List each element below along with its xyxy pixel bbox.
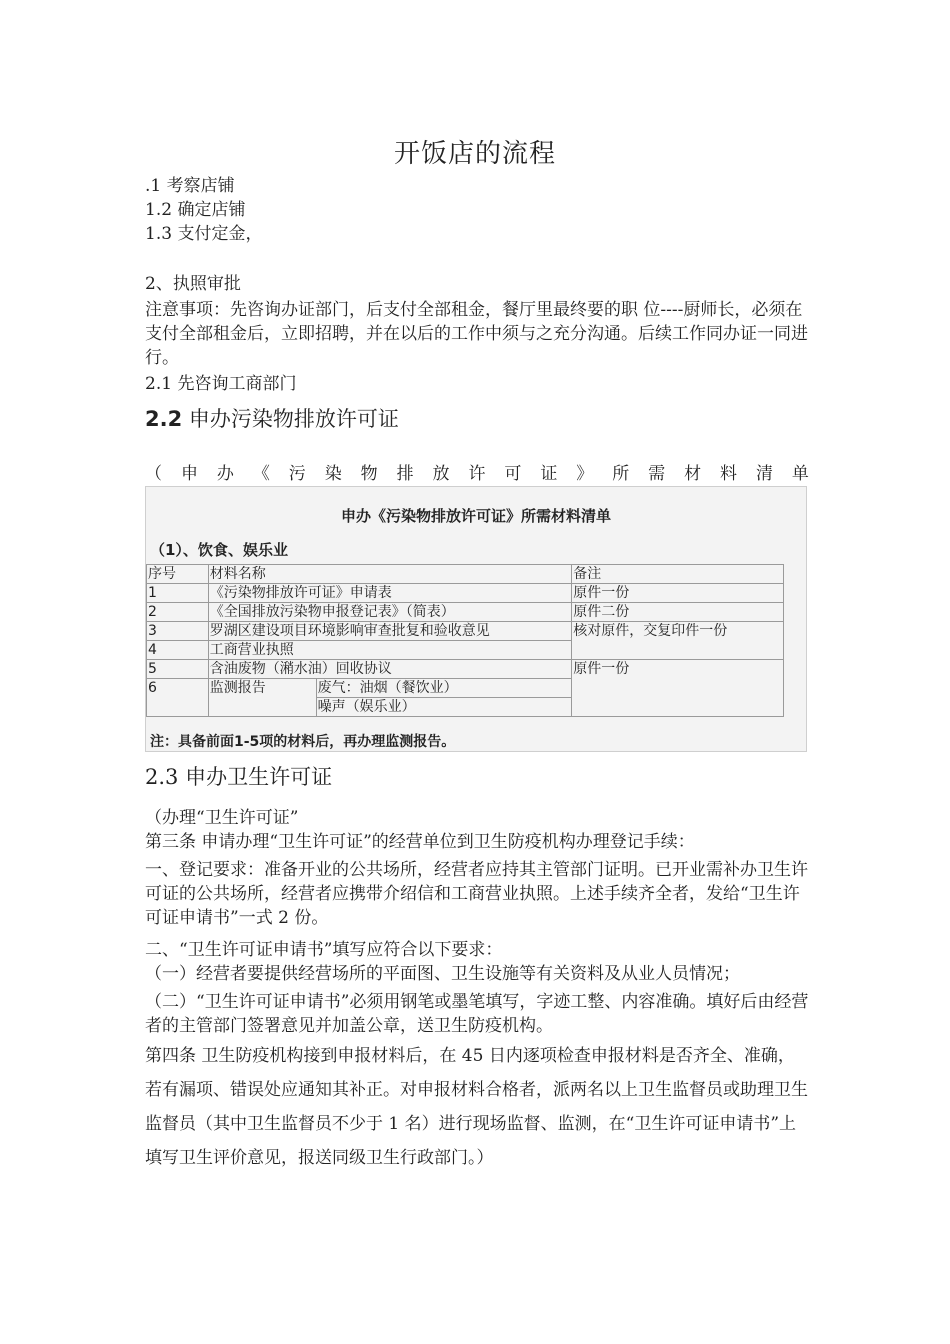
article-3-item-1: 一、登记要求：准备开业的公共场所，经营者应持其主管部门证明。已开业需补办卫生许可证的公共场所，经营者应携带介绍信和工商营业执照。上述手续齐全者，发给“卫生许可证申请书”一式 2 份。	[145, 860, 808, 928]
article-4: 第四条 卫生防疫机构接到申报材料后，在 45 日内逐项检查申报材料是否齐全、准确，若有漏项、错误处应通知其补正。对申报材料合格者，派两名以上卫生监督员或助理卫生监督员（其中卫生监督员不少于 1 名）进行现场监督、监测，在“卫生许可证申请书”上填写卫生评价意见，报送同级卫生行政部门。）	[145, 1046, 808, 1168]
section-2-2-title: 申办污染物排放许可证	[188, 407, 399, 431]
table-cell: 原件一份	[572, 584, 784, 603]
table-cell: 5	[147, 660, 209, 679]
section-2-heading: 2、执照审批	[145, 274, 241, 294]
spaced-char: 《	[252, 464, 270, 484]
spaced-char: 料	[720, 464, 737, 484]
section-2-3-heading: 2.3 申办卫生许可证	[145, 765, 333, 789]
table-cell: 罗湖区建设项目环境影响审查批复和验收意见	[208, 622, 572, 641]
spaced-char: 申	[180, 464, 198, 484]
spaced-char: 》	[576, 464, 594, 484]
section-2-2-number: 2.2	[145, 407, 183, 431]
table-cell: 监测报告	[208, 679, 316, 717]
spaced-char: 证	[540, 464, 558, 484]
spaced-char: 染	[324, 464, 342, 484]
table-cell: 《全国排放污染物申报登记表》（简表）	[208, 603, 572, 622]
material-table	[146, 564, 784, 717]
table-cell: 3	[147, 622, 209, 641]
header-cell: 备注	[572, 565, 784, 584]
table-row	[147, 660, 784, 679]
spaced-char: 所	[612, 464, 630, 484]
spaced-char: 污	[288, 464, 306, 484]
table-cell: 噪声（娱乐业）	[316, 698, 572, 717]
table-cell: 核对原件，交复印件一份	[572, 622, 784, 660]
spaced-char: 清	[755, 464, 773, 484]
table-header-row	[147, 565, 784, 584]
step-inspect-shop: .1 考察店铺	[145, 176, 235, 196]
table-row	[147, 584, 784, 603]
article-3-heading: 第三条 申请办理“卫生许可证”的经营单位到卫生防疫机构办理登记手续：	[145, 832, 695, 852]
article-3-item-2: 二、“卫生许可证申请书”填写应符合以下要求：	[145, 940, 503, 960]
table-cell: 6	[147, 679, 209, 717]
spaced-char: 需	[648, 464, 666, 484]
section-2-note: 注意事项：先咨询办证部门，后支付全部租金，餐厅里最终要的职 位----厨师长，必须在支付全部租金后，立即招聘，并在以后的工作中须与之充分沟通。后续工作同办证一同进行。	[145, 300, 808, 368]
article-3-item-2-2: （二）“卫生许可证申请书”必须用钢笔或墨笔填写，字迹工整、内容准确。填好后由经营者的主管部门签署意见并加盖公章，送卫生防疫机构。	[145, 992, 809, 1036]
table-cell: 原件一份	[572, 660, 784, 717]
step-confirm-shop: 1.2 确定店铺	[145, 200, 246, 220]
header-cell: 序号	[147, 565, 209, 584]
spaced-caption	[145, 459, 809, 484]
table-cell: 4	[147, 641, 209, 660]
table-cell: 原件二份	[572, 603, 784, 622]
section-2-1-heading: 2.1 先咨询工商部门	[145, 374, 297, 394]
document-title: 开饭店的流程	[393, 139, 556, 169]
spaced-char: 材	[684, 464, 702, 484]
header-cell: 材料名称	[208, 565, 572, 584]
material-table-title: 申办《污染物排放许可证》所需材料清单	[340, 507, 611, 525]
spaced-char: （	[145, 464, 162, 484]
section-2-3-intro: （办理“卫生许可证”	[145, 808, 299, 828]
table-cell: 1	[147, 584, 209, 603]
article-3-item-2-1: （一）经营者要提供经营场所的平面图、卫生设施等有关资料及从业人员情况；	[145, 964, 740, 984]
spaced-char: 可	[504, 464, 522, 484]
spaced-char: 物	[360, 464, 378, 484]
table-row	[147, 603, 784, 622]
table-cell: 废气：油烟（餐饮业）	[316, 679, 572, 698]
table-cell: 含油废物（潲水油）回收协议	[208, 660, 572, 679]
table-cell: 《污染物排放许可证》申请表	[208, 584, 572, 603]
material-table-category: （1）、饮食、娱乐业	[150, 541, 288, 559]
material-list-image	[145, 486, 807, 752]
table-row	[147, 622, 784, 641]
material-table-footnote: 注：具备前面1-5项的材料后，再办理监测报告。	[150, 734, 456, 750]
table-cell: 工商营业执照	[208, 641, 572, 660]
spaced-char: 排	[396, 464, 414, 484]
spaced-char: 单	[791, 464, 809, 484]
table-cell: 2	[147, 603, 209, 622]
step-pay-deposit: 1.3 支付定金，	[145, 224, 263, 244]
spaced-char: 办	[216, 464, 234, 484]
section-2-2-heading	[145, 405, 399, 433]
spaced-char: 许	[468, 464, 486, 484]
spaced-char: 放	[432, 464, 450, 484]
